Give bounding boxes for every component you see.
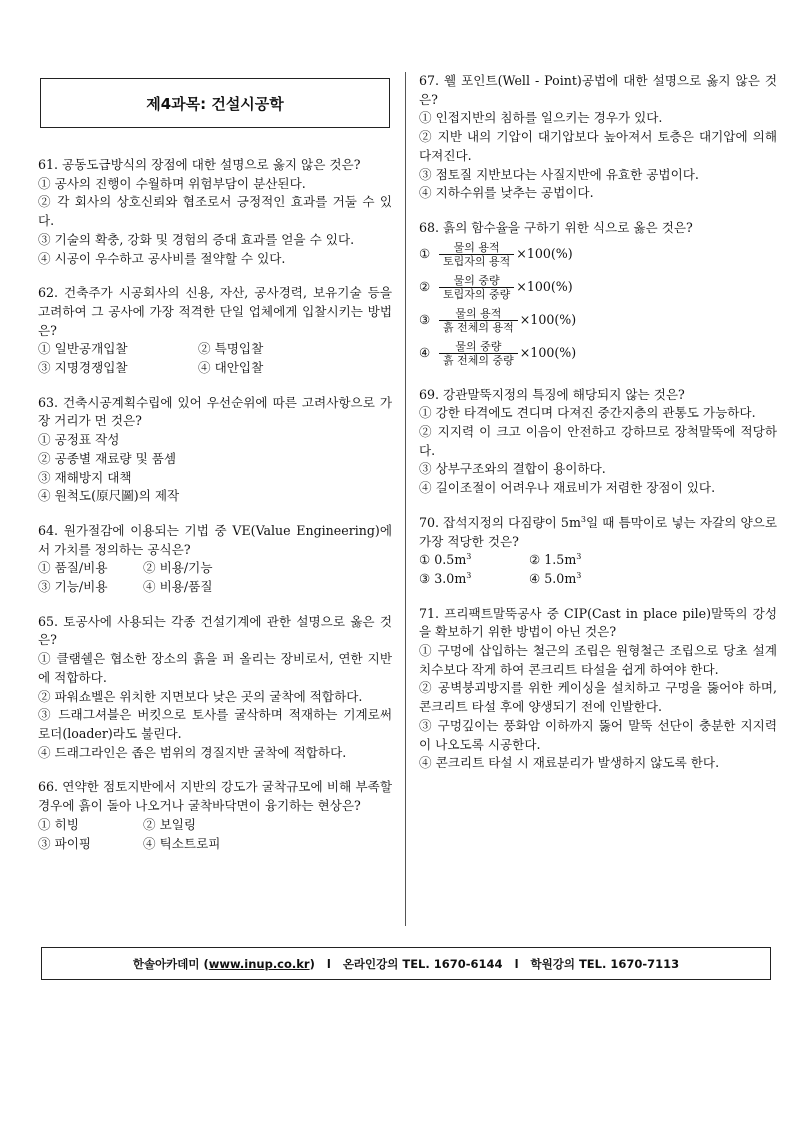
question-68 bbox=[419, 219, 777, 370]
option-2[interactable]: ② 특명입찰 bbox=[198, 341, 264, 357]
subject-title: 제4과목: 건설시공학 bbox=[146, 94, 284, 113]
stem-part-b: 일 때 틈막이로 넣는 자갈의 양으로 가장 적당한 것은? bbox=[419, 514, 777, 549]
option-2[interactable]: ② 보일링 bbox=[143, 816, 197, 832]
option-2[interactable]: ② 공종별 재료량 및 품셈 bbox=[38, 450, 177, 466]
numerator: 물의 중량 bbox=[453, 273, 500, 287]
option-4[interactable]: ④ 길이조절이 어려우나 재료비가 저렴한 장점이 있다. bbox=[419, 480, 716, 496]
options-row bbox=[419, 570, 777, 589]
question-stem: 67. 웰 포인트(Well - Point)공법에 대한 설명으로 옳지 않은 것은? bbox=[419, 73, 777, 107]
option-4[interactable]: ④ 콘크리트 타설 시 재료분리가 발생하지 않도록 한다. bbox=[419, 755, 720, 771]
option-4[interactable] bbox=[529, 570, 581, 589]
subject-title-box bbox=[40, 78, 390, 128]
option-1[interactable]: ① 일반공개입찰 bbox=[38, 341, 128, 357]
fraction bbox=[439, 340, 518, 367]
option-3[interactable]: ③ 점토질 지반보다는 사질지반에 유효한 공법이다. bbox=[419, 166, 699, 182]
option-1[interactable]: ① 히빙 bbox=[38, 816, 79, 832]
option-4[interactable] bbox=[419, 337, 777, 370]
fraction-suffix: ×100(%) bbox=[519, 344, 577, 360]
option-label: ① 0.5m bbox=[419, 552, 467, 568]
question-stem: 65. 토공사에 사용되는 각종 건설기계에 관한 설명으로 옳은 것은? bbox=[38, 613, 392, 648]
superscript: 3 bbox=[580, 514, 586, 524]
denominator: 흙 전체의 용적 bbox=[439, 320, 518, 334]
option-number: ① bbox=[419, 245, 431, 261]
option-1[interactable]: ① 클램쉘은 협소한 장소의 흙을 퍼 올리는 장비로서, 연한 지반에 적합하다. bbox=[38, 651, 392, 685]
question-stem: 68. 흙의 함수율을 구하기 위한 식으로 옳은 것은? bbox=[419, 219, 693, 235]
question-69 bbox=[419, 386, 777, 498]
option-3[interactable]: ③ 기능/비용 bbox=[38, 579, 108, 595]
question-stem: 62. 건축주가 시공회사의 신용, 자산, 공사경력, 보유기술 등을 고려하여 그 공사에 가장 적격한 단일 업체에게 입찰시키는 방법은? bbox=[38, 285, 392, 338]
options-row bbox=[38, 340, 392, 359]
question-65 bbox=[38, 613, 392, 763]
question-64 bbox=[38, 522, 392, 597]
option-2[interactable] bbox=[419, 271, 777, 304]
question-stem: 69. 강관말뚝지정의 특징에 해당되지 않는 것은? bbox=[419, 386, 685, 402]
option-2[interactable]: ② 각 회사의 상호신뢰와 협조로서 긍정적인 효과를 거둘 수 있다. bbox=[38, 194, 392, 229]
option-1[interactable]: ① 품질/비용 bbox=[38, 560, 108, 576]
numerator: 물의 용적 bbox=[455, 306, 502, 320]
options-row bbox=[38, 359, 392, 378]
footer-paren-open: ( bbox=[199, 956, 209, 971]
option-1[interactable]: ① 인접지반의 침하를 일으키는 경우가 있다. bbox=[419, 110, 663, 126]
options-row bbox=[38, 578, 392, 597]
question-stem: 63. 건축시공계획수립에 있어 우선순위에 따른 고려사항으로 가장 거리가 먼 것은? bbox=[38, 394, 392, 429]
option-3[interactable]: ③ 재해방지 대책 bbox=[38, 469, 132, 485]
numerator: 물의 용적 bbox=[453, 240, 500, 254]
option-2[interactable] bbox=[529, 551, 581, 570]
option-1[interactable]: ① 공정표 작성 bbox=[38, 432, 120, 448]
option-2[interactable]: ② 지지력 이 크고 이음이 안전하고 강하므로 장척말뚝에 적당하다. bbox=[419, 424, 777, 458]
option-4[interactable]: ④ 대안입찰 bbox=[198, 360, 264, 376]
fraction bbox=[439, 241, 514, 268]
column-divider bbox=[405, 72, 406, 926]
footer-separator: l bbox=[326, 956, 331, 971]
question-71 bbox=[419, 605, 777, 773]
superscript: 3 bbox=[576, 570, 582, 580]
options-row bbox=[38, 816, 392, 835]
fraction bbox=[439, 274, 514, 301]
option-2[interactable]: ② 파워쇼벨은 위치한 지면보다 낮은 곳의 굴착에 적합하다. bbox=[38, 688, 363, 704]
option-4[interactable]: ④ 시공이 우수하고 공사비를 절약할 수 있다. bbox=[38, 250, 286, 266]
option-4[interactable]: ④ 원척도(原尺圖)의 제작 bbox=[38, 488, 180, 504]
option-3[interactable]: ③ 상부구조와의 결합이 용이하다. bbox=[419, 461, 606, 477]
footer-paren-close: ) bbox=[309, 956, 315, 971]
fraction bbox=[439, 307, 518, 334]
option-3[interactable]: ③ 지명경쟁입찰 bbox=[38, 360, 128, 376]
denominator: 토립자의 용적 bbox=[439, 254, 514, 268]
option-number: ③ bbox=[419, 311, 431, 327]
option-3[interactable]: ③ 구멍깊이는 풍화암 이하까지 뚫어 말뚝 선단이 충분한 지지력이 나오도록 시공한다. bbox=[419, 717, 777, 752]
footer-bar bbox=[41, 947, 771, 980]
footer-brand: 한솔아카데미 bbox=[132, 956, 200, 971]
option-4[interactable]: ④ 지하수위를 낮추는 공법이다. bbox=[419, 185, 594, 201]
option-3[interactable] bbox=[419, 304, 777, 337]
question-63 bbox=[38, 394, 392, 506]
options-row bbox=[38, 835, 392, 854]
superscript: 3 bbox=[466, 570, 472, 580]
option-3[interactable]: ③ 드래그셔블은 버킷으로 토사를 굴삭하며 적재하는 기계로써 로더(loader)라도 불린다. bbox=[38, 707, 392, 741]
footer-website-link[interactable]: www.inup.co.kr bbox=[208, 956, 310, 971]
left-column bbox=[38, 72, 392, 853]
denominator: 흙 전체의 중량 bbox=[439, 353, 518, 367]
question-stem: 71. 프리팩트말뚝공사 중 CIP(Cast in place pile)말뚝의 강성을 확보하기 위한 방법이 아닌 것은? bbox=[419, 605, 777, 640]
stem-part-a: 70. 잡석지정의 다짐량이 5m bbox=[419, 514, 581, 530]
option-2[interactable]: ② 공벽붕괴방지를 위한 케이싱을 설치하고 구멍을 뚫어야 하며, 콘크리트 타설 후에 양생되기 전에 인발한다. bbox=[419, 680, 777, 715]
fraction-suffix: ×100(%) bbox=[516, 245, 573, 261]
options-row bbox=[38, 559, 392, 578]
superscript: 3 bbox=[576, 552, 582, 562]
options-row bbox=[419, 551, 777, 570]
option-4[interactable]: ④ 드래그라인은 좁은 범위의 경질지반 굴착에 적합하다. bbox=[38, 744, 347, 760]
option-2[interactable]: ② 비용/기능 bbox=[143, 560, 213, 576]
option-1[interactable]: ① 구멍에 삽입하는 철근의 조립은 원형철근 조립으로 당초 설계치수보다 작게 하여 콘크리트 타설을 쉽게 하여야 한다. bbox=[419, 643, 777, 677]
question-stem: 66. 연약한 점토지반에서 지반의 강도가 굴착규모에 비해 부족할 경우에 흙이 돌아 나오거나 굴착바닥면이 융기하는 현상은? bbox=[38, 779, 392, 814]
question-70 bbox=[419, 514, 777, 589]
option-label: ② 1.5m bbox=[529, 552, 577, 568]
right-column bbox=[419, 72, 777, 773]
fraction-suffix: ×100(%) bbox=[516, 278, 573, 294]
denominator: 토립자의 중량 bbox=[439, 287, 514, 301]
option-3[interactable]: ③ 파이핑 bbox=[38, 835, 92, 851]
question-66 bbox=[38, 778, 392, 853]
option-label: ③ 3.0m bbox=[419, 570, 467, 586]
question-62 bbox=[38, 284, 392, 378]
question-stem: 61. 공동도급방식의 장점에 대한 설명으로 옳지 않은 것은? bbox=[38, 157, 361, 172]
option-1[interactable] bbox=[419, 551, 529, 570]
option-3[interactable]: ③ 기술의 확충, 강화 및 경험의 증대 효과를 얻을 수 있다. bbox=[38, 231, 355, 247]
option-3[interactable] bbox=[419, 570, 529, 589]
option-number: ④ bbox=[419, 344, 431, 360]
option-1[interactable]: ① 공사의 진행이 수월하며 위험부담이 분산된다. bbox=[38, 175, 306, 191]
option-label: ④ 5.0m bbox=[529, 570, 577, 586]
footer-separator: l bbox=[514, 956, 519, 971]
option-1[interactable] bbox=[419, 238, 777, 271]
option-4[interactable]: ④ 틱소트로피 bbox=[143, 835, 221, 851]
option-2[interactable]: ② 지반 내의 기압이 대기압보다 높아져서 토층은 대기압에 의해 다져진다. bbox=[419, 129, 777, 163]
footer-academy-phone: 학원강의 TEL. 1670-7113 bbox=[530, 956, 680, 971]
fraction-suffix: ×100(%) bbox=[519, 311, 577, 327]
option-1[interactable]: ① 강한 타격에도 견디며 다져진 중간지층의 관통도 가능하다. bbox=[419, 405, 756, 421]
option-number: ② bbox=[419, 278, 431, 294]
question-67 bbox=[419, 72, 777, 203]
question-stem bbox=[419, 514, 777, 551]
question-61 bbox=[38, 156, 392, 268]
footer-online-phone: 온라인강의 TEL. 1670-6144 bbox=[342, 956, 503, 971]
superscript: 3 bbox=[466, 552, 472, 562]
numerator: 물의 중량 bbox=[455, 339, 502, 353]
option-4[interactable]: ④ 비용/품질 bbox=[143, 579, 213, 595]
question-stem: 64. 원가절감에 이용되는 기법 중 VE(Value Engineering)에서 가치를 정의하는 공식은? bbox=[38, 522, 392, 557]
